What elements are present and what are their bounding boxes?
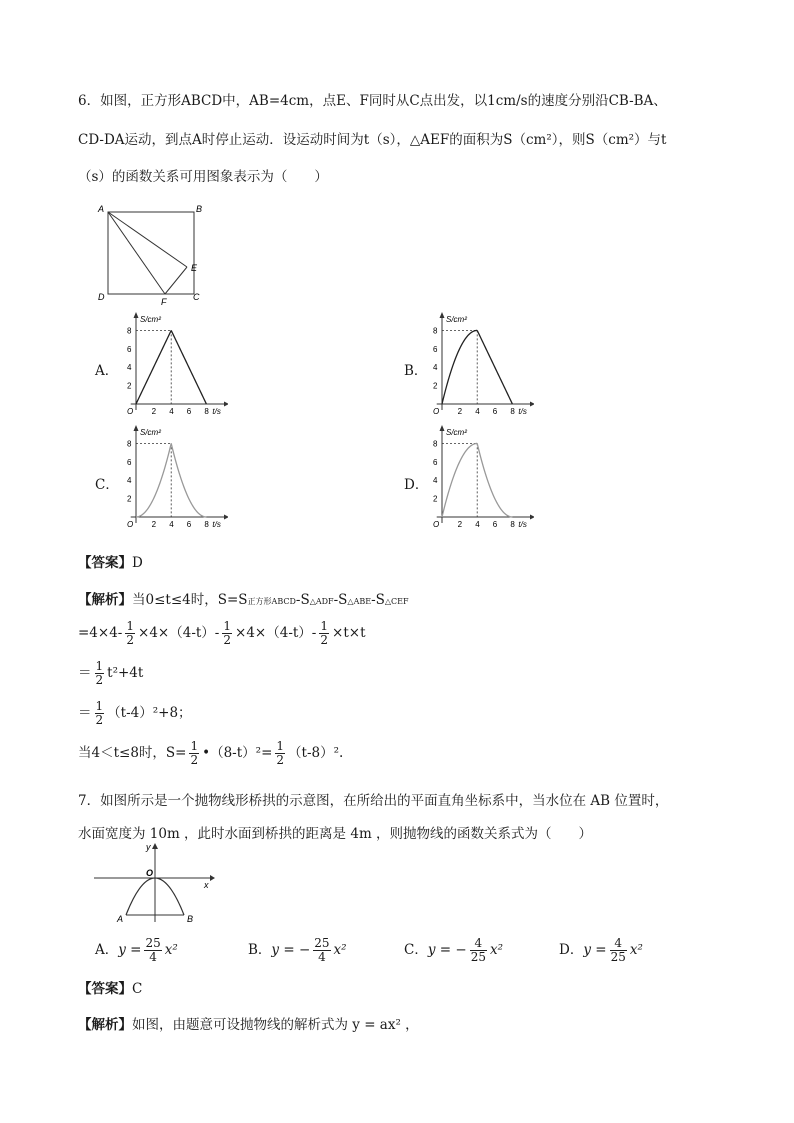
frac-num: 1 — [95, 659, 104, 673]
q7-option-b — [248, 937, 347, 964]
analysis-text: -S — [371, 592, 385, 608]
subscript: 正方形ABCD — [247, 597, 296, 606]
y-tick-label: 4 — [433, 476, 438, 486]
x-arrow — [530, 515, 534, 520]
x-tick-label: 2 — [151, 407, 157, 416]
q7-answer — [78, 977, 142, 997]
y-tick-label: 8 — [433, 326, 438, 336]
q6-analysis-line3 — [78, 660, 143, 687]
subscript: △ADF — [309, 597, 334, 606]
analysis-tag: 【解析】 — [78, 592, 132, 608]
fraction-half — [319, 620, 329, 647]
curve-left — [442, 330, 477, 404]
option-label: C． — [404, 942, 428, 958]
label-O: O — [146, 868, 154, 878]
answer-tag: 【答案】 — [78, 981, 132, 997]
expr-pre: y = − — [427, 942, 467, 958]
y-tick-label: 2 — [127, 494, 132, 504]
x-tick-label: 4 — [475, 407, 480, 416]
option-label: D． — [559, 942, 584, 958]
fraction — [144, 937, 161, 964]
x-tick-label: 2 — [457, 407, 463, 416]
frac-den: 2 — [126, 633, 135, 647]
frac-den: 2 — [276, 753, 285, 767]
frac-num: 25 — [145, 936, 161, 950]
y-tick-label: 6 — [433, 457, 438, 467]
curve-right — [477, 330, 512, 404]
label-C: C — [193, 292, 200, 302]
q7-option-a — [95, 937, 178, 964]
y-tick-label: 2 — [127, 381, 132, 391]
y-tick-label: 2 — [433, 494, 438, 504]
expr-post: x² — [333, 942, 347, 958]
parabola-figure — [92, 840, 217, 925]
q6-answer — [78, 551, 143, 571]
frac-num: 1 — [95, 699, 104, 713]
curve-right — [477, 443, 512, 517]
analysis-text: •（8-t）²= — [202, 745, 273, 761]
label-B: B — [187, 914, 194, 924]
fraction-half — [125, 620, 135, 647]
curve-left — [136, 443, 171, 517]
fraction — [313, 937, 330, 964]
frac-num: 4 — [470, 937, 487, 951]
frac-num: 1 — [126, 619, 135, 633]
frac-num: 1 — [190, 739, 199, 753]
y-tick-label: 6 — [127, 457, 132, 467]
fraction-half — [189, 740, 199, 767]
y-arrow — [134, 312, 139, 318]
y-tick-label: 6 — [433, 344, 438, 354]
label-x: x — [204, 880, 209, 890]
expr-post: x² — [629, 942, 643, 958]
x-tick-label: 8 — [204, 520, 209, 529]
analysis-text: 如图，由题意可设抛物线的解析式为 y = ax² ， — [132, 1017, 419, 1033]
q7-option-d — [559, 937, 643, 964]
label-E: E — [191, 263, 198, 273]
frac-num: 4 — [610, 937, 627, 951]
q7-line1: 7．如图所示是一个抛物线形桥拱的示意图，在所给出的平面直角坐标系中，当水位在 AB 位置时， — [78, 793, 669, 809]
fraction — [470, 937, 487, 964]
expr-pre: y = − — [271, 942, 311, 958]
q6-line2: CD-DA运动，到点A时停止运动．设运动时间为t（s），△AEF的面积为S（cm²），则S（cm²）与t — [78, 132, 667, 148]
y-arrow — [134, 425, 139, 431]
y-tick-label: 4 — [127, 363, 132, 373]
label-F: F — [161, 297, 167, 307]
x-tick-label: 4 — [169, 520, 174, 529]
x-axis-label: t/s — [518, 407, 527, 416]
frac-num: 1 — [223, 619, 232, 633]
y-tick-label: 4 — [433, 363, 438, 373]
expr-pre: y = — [118, 942, 142, 958]
x-tick-label: 4 — [169, 407, 174, 416]
analysis-tag: 【解析】 — [78, 1017, 132, 1033]
fraction — [610, 937, 627, 964]
q6-analysis-line2 — [78, 620, 366, 647]
y-axis-label: S/cm² — [446, 428, 467, 437]
origin-label: O — [127, 407, 134, 416]
q6-option-c-label: C． — [95, 477, 119, 493]
analysis-text: ×4×（4-t）- — [235, 625, 317, 641]
x-tick-label: 2 — [457, 520, 463, 529]
y-arrow — [440, 425, 445, 431]
answer-tag: 【答案】 — [78, 555, 132, 571]
frac-den: 25 — [610, 950, 626, 964]
x-tick-label: 6 — [186, 407, 192, 416]
label-A: A — [117, 914, 124, 924]
label-D: D — [98, 292, 105, 302]
option-label: A． — [95, 942, 119, 958]
q6-option-b-label: B． — [404, 363, 428, 379]
expr-post: x² — [489, 942, 503, 958]
analysis-text: （t-4）²+8； — [107, 705, 192, 721]
curve-left — [442, 443, 477, 517]
q6-analysis-line5 — [78, 740, 343, 767]
subscript: △CEF — [384, 597, 409, 606]
answer-value: D — [132, 555, 143, 571]
analysis-text: 当0≤t≤4时，S=S — [132, 592, 248, 608]
y-arrow — [440, 312, 445, 318]
curve-right — [171, 330, 206, 404]
x-tick-label: 8 — [510, 407, 515, 416]
expr-pre: y = — [583, 942, 607, 958]
x-tick-label: 4 — [475, 520, 480, 529]
x-axis-label: t/s — [212, 520, 221, 529]
analysis-text: t²+4t — [107, 665, 144, 681]
fraction-half — [95, 660, 105, 687]
fraction-half — [95, 700, 105, 727]
origin-label: O — [433, 520, 440, 529]
x-tick-label: 8 — [510, 520, 515, 529]
y-tick-label: 6 — [127, 344, 132, 354]
option-label: B． — [248, 942, 272, 958]
y-axis-label: S/cm² — [140, 315, 161, 324]
x-axis-label: t/s — [518, 520, 527, 529]
q7-option-c — [404, 937, 503, 964]
x-arrow — [530, 402, 534, 407]
x-tick-label: 6 — [492, 407, 498, 416]
answer-value: C — [132, 981, 143, 997]
graph-option-c — [118, 425, 228, 529]
frac-den: 2 — [95, 673, 104, 687]
y-tick-label: 4 — [127, 476, 132, 486]
label-A: A — [98, 204, 105, 214]
x-axis-label: t/s — [212, 407, 221, 416]
y-tick-label: 8 — [127, 439, 132, 449]
y-tick-label: 2 — [433, 381, 438, 391]
analysis-text: ＝ — [78, 705, 92, 721]
y-tick-label: 8 — [433, 439, 438, 449]
q7-line2: 水面宽度为 10m ，此时水面到桥拱的距离是 4m ，则抛物线的函数关系式为（ ） — [78, 826, 593, 842]
q6-line3: （s）的函数关系可用图象表示为（ ） — [78, 169, 328, 185]
frac-den: 2 — [190, 753, 199, 767]
subscript: △ABE — [347, 597, 372, 606]
analysis-text: （t-8）². — [288, 745, 344, 761]
graph-option-b — [424, 312, 534, 416]
analysis-text: ×t×t — [332, 625, 366, 641]
label-y: y — [146, 842, 151, 852]
analysis-text: ＝ — [78, 665, 92, 681]
fraction-half — [275, 740, 285, 767]
frac-den: 2 — [320, 633, 329, 647]
analysis-text: -S — [333, 592, 348, 608]
x-tick-label: 6 — [186, 520, 192, 529]
graph-option-a — [118, 312, 228, 416]
x-tick-label: 2 — [151, 520, 157, 529]
analysis-text: -S — [295, 592, 310, 608]
frac-den: 4 — [318, 950, 326, 964]
origin-label: O — [433, 407, 440, 416]
y-axis-label: S/cm² — [140, 428, 161, 437]
q6-option-d-label: D． — [404, 477, 429, 493]
x-tick-label: 8 — [204, 407, 209, 416]
x-tick-label: 6 — [492, 520, 498, 529]
frac-num: 1 — [276, 739, 285, 753]
frac-den: 2 — [223, 633, 232, 647]
curve-right — [171, 443, 206, 517]
q6-option-a-label: A． — [95, 363, 119, 379]
label-B: B — [196, 204, 203, 214]
analysis-text: =4×4- — [78, 625, 123, 641]
q6-analysis-line1 — [78, 588, 409, 608]
analysis-text: ×4×（4-t）- — [138, 625, 220, 641]
analysis-text: 当4＜t≤8时，S= — [78, 745, 187, 761]
x-arrow — [224, 402, 228, 407]
frac-den: 2 — [95, 713, 104, 727]
square-figure — [95, 200, 215, 310]
frac-den: 4 — [149, 950, 157, 964]
x-arrow — [224, 515, 228, 520]
origin-label: O — [127, 520, 134, 529]
frac-num: 25 — [314, 936, 330, 950]
q6-line1: 6．如图，正方形ABCD中，AB=4cm，点E、F同时从C点出发，以1cm/s的速度分别沿CB-BA、 — [78, 93, 667, 109]
y-axis-label: S/cm² — [446, 315, 467, 324]
expr-post: x² — [164, 942, 178, 958]
curve-left — [136, 330, 171, 404]
graph-option-d — [424, 425, 534, 529]
fraction-half — [222, 620, 232, 647]
frac-den: 25 — [470, 950, 486, 964]
q6-analysis-line4 — [78, 700, 192, 727]
frac-num: 1 — [320, 619, 329, 633]
y-tick-label: 8 — [127, 326, 132, 336]
q7-analysis — [78, 1013, 419, 1033]
